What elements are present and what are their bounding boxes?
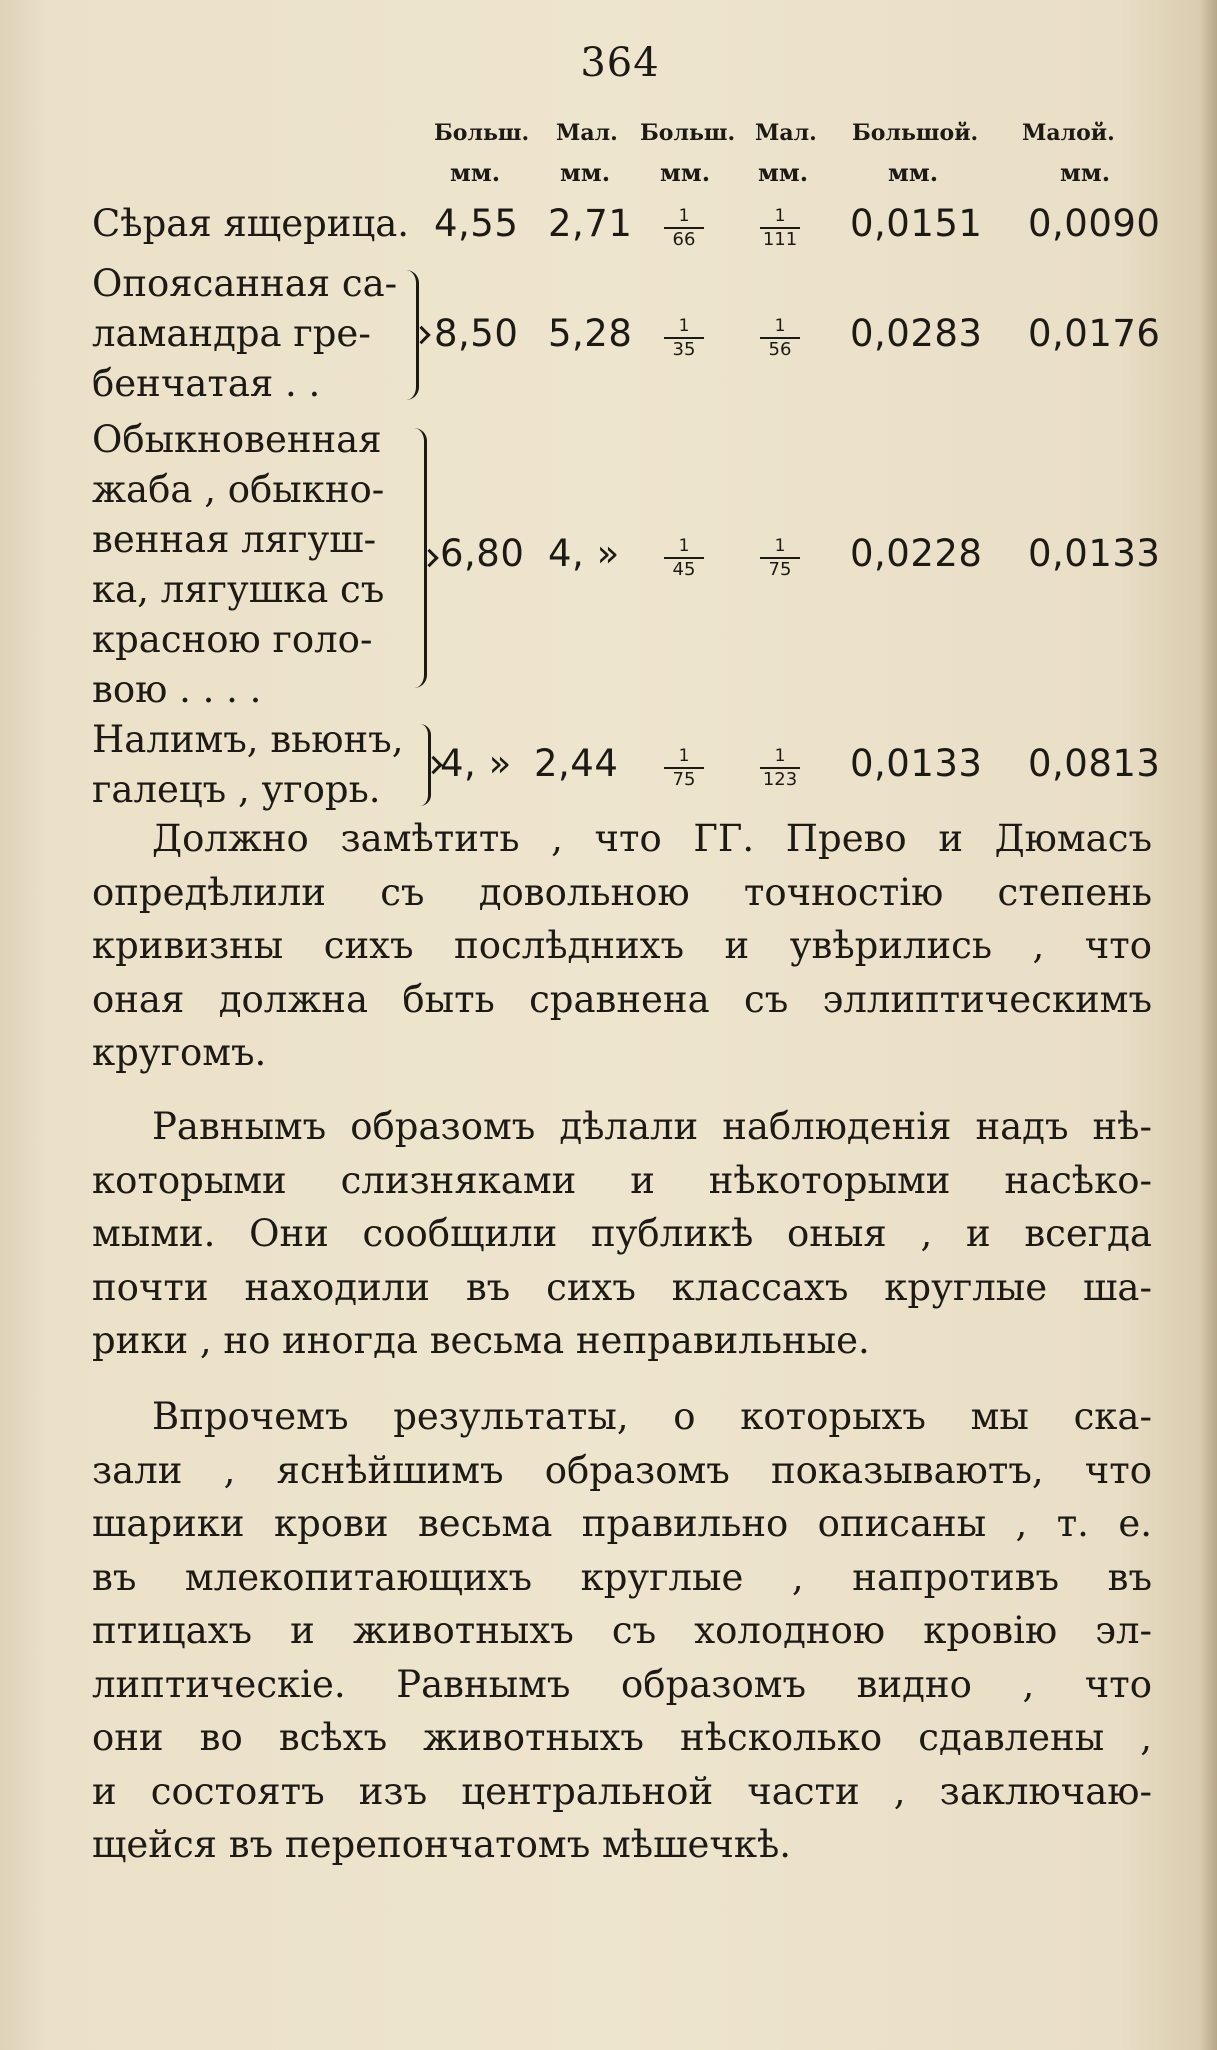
text-line: рики , но иногда весьма неправильные. [92,1319,870,1362]
text-line: Равнымъ образомъ дѣлали наблюденія надъ нѣ- [152,1105,1152,1148]
row-name-line: ламандра гре- [92,312,371,355]
row-value-large: 8,50 [434,312,519,355]
text-line: Должно замѣтить , что ГГ. Прево и Дюмасъ [152,817,1152,860]
row-name-line: Опоясанная са- [92,262,398,305]
row-fraction-small: 1 56 [750,316,810,360]
row-fraction-small: 1 75 [750,536,810,580]
header-col-5: Большой. [852,120,979,146]
unit-col-1: мм. [450,158,501,187]
unit-col-4: мм. [758,158,809,187]
text-line: опредѣлили съ довольною точностію степень [92,870,1152,914]
row-brace [414,428,427,688]
row-name-line: галецъ , угорь. [92,768,381,811]
row-fraction-large: 1 75 [654,746,714,790]
row-name-line: красною голо- [92,618,373,661]
unit-col-5: мм. [888,158,939,187]
row-name-line: жаба , обыкно- [92,468,385,511]
row-value-small: 4, » [548,532,620,575]
text-line: они во всѣхъ животныхъ нѣсколько сдавлены , [92,1716,1152,1759]
row-name-line: Сѣрая ящерица. [92,202,410,245]
header-col-4: Мал. [755,120,817,146]
row-decimal-small: 0,0813 [1028,742,1161,785]
text-line: щейся въ перепончатомъ мѣшечкѣ. [92,1823,792,1866]
row-fraction-large: 1 45 [654,536,714,580]
paragraph-1 [92,812,1152,1080]
row-name-line: Налимъ, вьюнъ, [92,718,404,761]
unit-col-6: мм. [1060,158,1111,187]
row-value-small: 2,44 [534,742,619,785]
row-name-line: бенчатая . . [92,362,321,405]
row-decimal-large: 0,0133 [850,742,983,785]
text-line: мыми. Они сообщили публикѣ оныя , и всегда [92,1212,1152,1255]
row-fraction-small: 1 111 [750,206,810,250]
header-col-6: Малой. [1022,120,1115,146]
row-value-small: 2,71 [548,202,633,245]
row-value-large: 6,80 [440,532,525,575]
unit-col-2: мм. [560,158,611,187]
header-col-2: Мал. [556,120,618,146]
row-brace [420,724,431,806]
text-line: въ млекопитающихъ круглые , напротивъ въ [92,1555,1152,1599]
row-decimal-large: 0,0283 [850,312,983,355]
text-line: Впрочемъ результаты, о которыхъ мы ска- [152,1395,1152,1438]
text-line: липтическіе. Равнымъ образомъ видно , что [92,1662,1152,1706]
text-line: шарики крови весьма правильно описаны , т. е. [92,1502,1152,1545]
text-line: зали , яснѣйшимъ образомъ показываютъ, что [92,1448,1152,1492]
text-line: и состоятъ изъ центральной части , заключаю- [92,1769,1152,1813]
row-name-line: Обыкновенная [92,418,382,461]
row-decimal-small: 0,0176 [1028,312,1161,355]
row-decimal-small: 0,0090 [1028,202,1161,245]
row-decimal-large: 0,0151 [850,202,983,245]
text-line: кругомъ. [92,1031,267,1074]
row-value-large: 4,55 [434,202,519,245]
header-col-3: Больш. [640,120,736,146]
row-name-line: ка, лягушка съ [92,568,385,611]
row-decimal-small: 0,0133 [1028,532,1161,575]
text-line: почти находили въ сихъ классахъ круглые ша- [92,1265,1152,1309]
row-fraction-large: 1 35 [654,316,714,360]
row-value-small: 5,28 [548,312,633,355]
row-name-line: вою . . . . [92,668,262,711]
page-edge-shadow [1199,0,1217,2050]
text-line: оная должна быть сравнена съ эллиптическимъ [92,977,1152,1021]
row-brace [406,270,419,400]
row-fraction-small: 1 123 [750,746,810,790]
row-fraction-large: 1 66 [654,206,714,250]
text-line: кривизны сихъ послѣднихъ и увѣрились , что [92,924,1152,967]
unit-col-3: мм. [660,158,711,187]
row-value-large: 4, » [440,742,512,785]
row-decimal-large: 0,0228 [850,532,983,575]
header-col-1: Больш. [434,120,530,146]
page-number: 364 [580,40,660,86]
text-line: птицахъ и животныхъ съ холодною кровію эл- [92,1609,1152,1652]
text-line: которыми слизняками и нѣкоторыми насѣко- [92,1158,1152,1202]
paragraph-2 [92,1100,1152,1368]
row-name-line: венная лягуш- [92,518,377,561]
paragraph-3 [92,1390,1152,1872]
